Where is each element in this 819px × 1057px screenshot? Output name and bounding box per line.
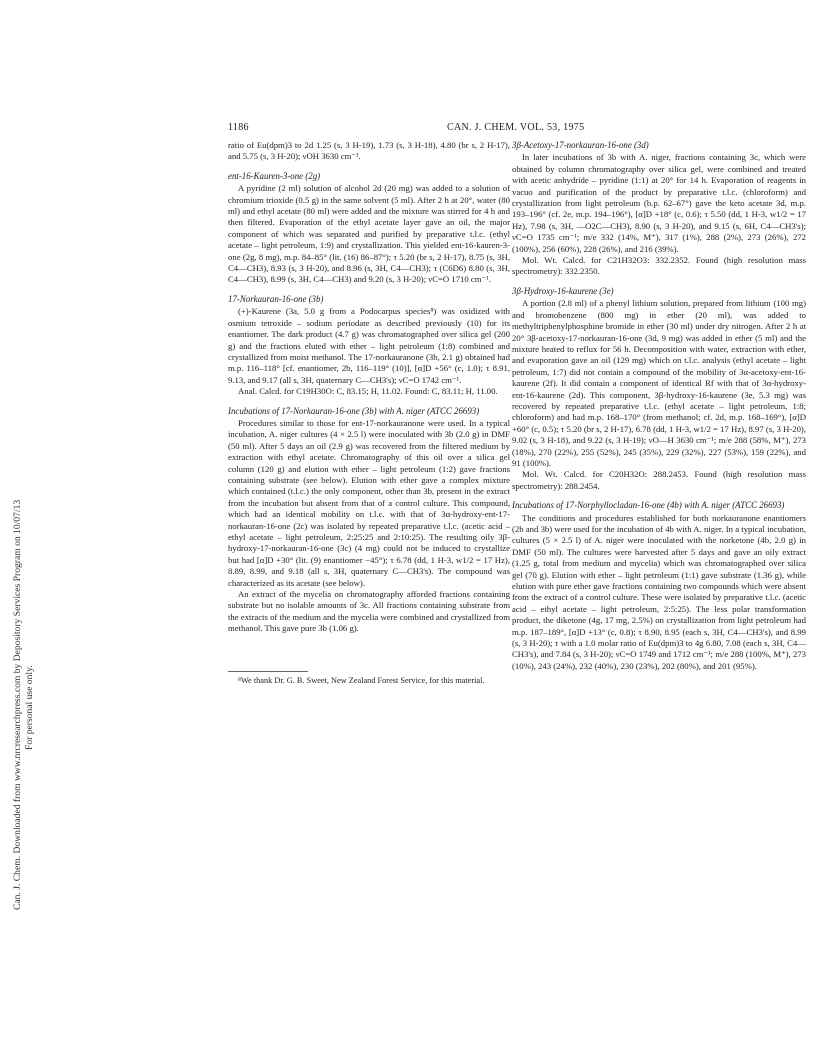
download-notice-line: Can. J. Chem. Downloaded from www.nrcresearchpress.com by Depository Services Program on 10/07/13 [12, 499, 23, 910]
paragraph: Procedures similar to those for ent-17-norkauranone were used. In a typical incubation, A. niger cultures (4 × 2.5 l) were inoculated with 3b (2.0 g) in DMF (50 ml). After 5 days an oil (2.9 g) was recovered from the filtered medium by extraction with ethyl acetate. Chromatography of this oil over a silica gel column (120 g) and elution with ether – light petroleum (1:2) gave fractions containing substrate (see below). Elution with ether gave a complex mixture which contained (t.l.c.) the only component, other than 3b, present in the extract from the incubation but absent from that of a control culture. This compound, which had an identical mobility on t.l.c. with that of 3α-hydroxy-ent-17-norkauran-16-one (2c) was isolated by repeated preparative t.l.c. (acetic acid – ethyl acetate – light petroleum, 2:25:25 and 2:10:25). The resulting oily 3β-hydroxy-17-norkauran-16-one (3c) (4 mg) could not be induced to crystallize but had [α]D +30° (lit. (9) enantiomer −45°); τ 6.78 (dd, 1 H-3, w1/2 = 17 Hz), 8.89, 8.99, and 9.18 (all s, 3H, quaternary C—CH3's). The compound was characterized as its acetate (see below). [228, 417, 510, 588]
footnote-rule [228, 671, 308, 672]
right-column [512, 140, 806, 672]
paragraph: ratio of Eu(dpm)3 to 2d 1.25 (s, 3 H-19), 1.73 (s, 3 H-18), 4.80 (br s, 2 H-17), and 5.75 (s, 3 H-20); νOH 3630 cm⁻¹. [228, 140, 510, 162]
paragraph: An extract of the mycelia on chromatography afforded fractions containing substrate but no isolable amounts of 3c. All fractions containing substrate from the extracts of the medium and the mycelia were combined and crystallized from methanol. This gave pure 3b (1.06 g). [228, 589, 510, 634]
section-heading: 3β-Acetoxy-17-norkauran-16-one (3d) [512, 140, 649, 150]
section-heading: Incubations of 17-Norkauran-16-one (3b) with A. niger (ATCC 26693) [228, 405, 480, 416]
footnote: ⁸We thank Dr. G. B. Sweet, New Zealand Forest Service, for this material. [238, 675, 485, 685]
personal-use-notice: For personal use only. [24, 665, 35, 750]
left-column [228, 140, 510, 686]
paragraph: In later incubations of 3b with A. niger, fractions containing 3c, which were obtained by column chromatography over silica gel, were combined and treated with acetic anhydride – pyridine (1:1) at 20° for 14 h. Evaporation of reagents in vacuo and purification of the product by preparative t.l.c. (chloroform) and crystallization from light petroleum (b.p. 62–67°) gave the keto acetate 3d, m.p. 193–196° (cf. 2e, m.p. 194–196°), [α]D +18° (c, 0.6); τ 5.50 (dd, 1 H-3, w1/2 = 17 Hz), 7.98 (s, 3H, —O2C—CH3), 8.90 (s, 3 H-20), and 9.15 (s, 6H, C4—CH3's); νC=O 1735 cm⁻¹; m/e 332 (14%, M⁺), 317 (1%), 288 (2%), 273 (26%), 272 (100%), 256 (60%), 228 (26%), and 216 (39%). [512, 152, 806, 254]
running-head: CAN. J. CHEM. VOL. 53, 1975 [447, 122, 585, 133]
paragraph: Anal. Calcd. for C19H30O: C, 83.15; H, 11.02. Found: C, 83.11; H, 11.00. [238, 386, 498, 397]
section-heading: Incubations of 17-Norphyllocladan-16-one (4b) with A. niger (ATCC 26693) [512, 500, 785, 511]
paragraph: Mol. Wt. Calcd. for C20H32O: 288.2453. Found (high resolution mass spectrometry): 288.2454. [512, 469, 806, 491]
section-heading: 3β-Hydroxy-16-kaurene (3e) [512, 285, 614, 296]
paragraph: A pyridine (2 ml) solution of alcohol 2d (20 mg) was added to a solution of chromium trioxide (0.5 g) in the same solvent (5 ml). After 2 h at 20°, water (80 ml) and ethyl acetate (80 ml) were added and the mixture was stirred for 4 h and then filtered. Evaporation of the ethyl acetate layer gave an oil, the major component of which was separated and purified by preparative t.l.c. (ethyl acetate – light petroleum, 1:9) and crystallization. This yielded ent-16-kauren-3-one (2g, 8 mg), m.p. 84–85° (lit. (16) 86–87°); τ 5.20 (br s, 2 H-17), 8.75 (s, 3H, C4—CH3), 8.93 (s, 3 H-20), and 8.96 (s, 3H, C4—CH3); τ (C6D6) 8.80 (s, 3H, C4—CH3), 8.99 (s, 3H, C4—CH3) and 9.20 (s, 3 H-20); νC=O 1710 cm⁻¹. [228, 183, 510, 285]
paragraph: A portion (2.8 ml) of a phenyl lithium solution, prepared from lithium (100 mg) and bromobenzene (800 mg) in ether (20 ml), was added to methyltriphenylphosphine bromide in ether (30 ml) under dry nitrogen. After 2 h at 20° 3β-acetoxy-17-norkauran-16-one (3d, 9 mg) was added in ether (5 ml) and the mixture heated to reflux for 56 h. Decomposition with water, extraction with ether, and evaporation gave an oil (129 mg) which on t.l.c. analysis (ethyl acetate – light petroleum, 1:7) did not contain a compound of the mobility of 3α-acetoxy-ent-16-kaurene (2f). It did contain a component of identical Rf with that of 3α-hydroxy-ent-16-kaurene (2d). This component, 3β-hydroxy-16-kaurene (3e, 5.3 mg) was recovered by repeated preparative t.l.c. (ethyl acetate – light petroleum, 1:8; chloroform) and had m.p. 168–170° (from methanol; cf. 2d, m.p. 168–169°), [α]D +60° (c, 0.5); τ 5.20 (br s, 2 H-17), 6.78 (dd, 1 H-3, w1/2 = 17 Hz), 8.97 (s, 3 H-20), 9.02 (s, 3 H-18), and 9.22 (s, 3 H-19); νO—H 3630 cm⁻¹; m/e 288 (58%, M⁺), 273 (18%), 270 (22%), 255 (52%), 245 (35%), 229 (32%), 227 (53%), 159 (22%), and 91 (100%). [512, 298, 806, 468]
paragraph: The conditions and procedures established for both norkauranone enantiomers (2b and 3b) were used for the incubation of 4b with A. niger. In a typical incubation, cultures (5 × 2.5 l) of A. niger were inoculated with the norketone (4b, 2.0 g) in DMF (50 ml). The cultures were harvested after 5 days and gave an oily extract (1.25 g, total from medium and mycelia) which was chromatographed over silica gel (70 g). Elution with ether – light petroleum (1:1) gave substrate (1.36 g), while elution with pure ether gave fractions containing two compounds which were absent from the extract of a control culture. These were isolated by preparative t.l.c. (acetic acid – ethyl acetate – light petroleum, 2:5:25). The less polar transformation product, the diketone (4g, 17 mg, 2.5%) on crystallization from light petroleum had m.p. 187–189°, [α]D +13° (c, 0.8); τ 8.90, 8.95 (each s, 3H, C4—CH3's), and 8.99 (s, 3 H-20); τ with a 1.0 molar ratio of Eu(dpm)3 to 4g 6.80, 7.08 (each s, 3H, C4—CH3's), and 7.84 (s, 3 H-20); νC=O 1749 and 1712 cm⁻¹; m/e 288 (100%, M⁺), 273 (10%), 243 (24%), 232 (40%), 230 (23%), 202 (80%), and 201 (95%). [512, 512, 806, 671]
section-heading: 17-Norkauran-16-one (3b) [228, 293, 324, 304]
download-notice [8, 150, 44, 910]
paragraph: Mol. Wt. Calcd. for C21H32O3: 332.2352. Found (high resolution mass spectrometry): 332.2350. [512, 255, 806, 277]
page-number: 1186 [228, 122, 249, 133]
paragraph: (+)-Kaurene (3a, 5.0 g from a Podocarpus species⁸) was oxidized with osmium tetroxide – sodium periodate as described previously (10) for its enantiomer. The dark product (4.7 g) was chromatographed over silica gel (200 g) and the fractions eluted with ether – light petroleum (1:8) combined and crystallized from moist methanol. The 17-norkauranone (3b, 2.1 g) obtained had m.p. 116–118° [cf. enantiomer, 2b, 116–119° (10)], [α]D +56° (c, 1.0); τ 8.91, 9.13, and 9.17 (all s, 3H, quaternary C—CH3's); νC=O 1742 cm⁻¹. [228, 306, 510, 385]
section-heading: ent-16-Kauren-3-one (2g) [228, 170, 321, 181]
